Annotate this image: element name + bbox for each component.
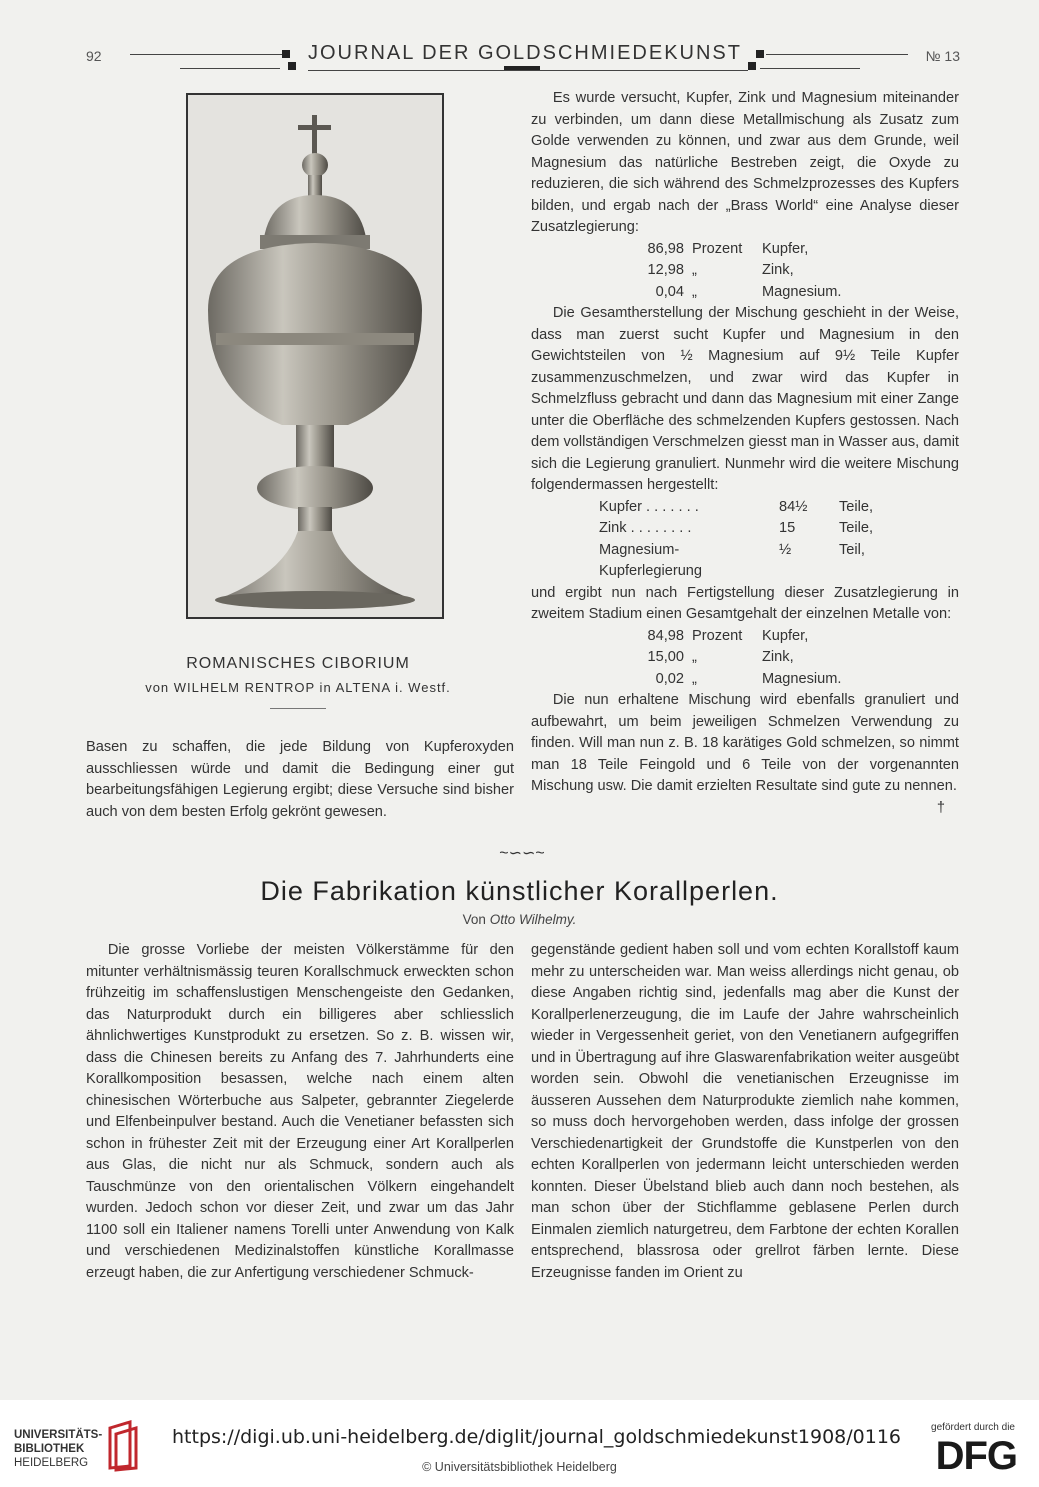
material: Zink, — [762, 262, 794, 278]
caption-divider — [270, 708, 326, 709]
library-name-line3: HEIDELBERG — [14, 1457, 89, 1469]
unit: Prozent — [692, 627, 743, 644]
mixture-row — [599, 540, 959, 583]
page-number: 92 — [86, 48, 102, 64]
unit: „ — [692, 283, 697, 300]
paragraph: gegenstände gedient haben soll und vom echten Korallstoff kaum mehr zu unterscheiden war. Man weiss allerdings nicht genau, ob diese Angaben richtig sind, jedenfalls mag aber die Kunst der Korallperlenerzeugung, die im Laufe der Jahre wahrscheinlich wieder in Vergessenheit geriet, von den Venetianern aufgegriffen und in Übertragung auf ihre Glaswarenfabrikation weiter ausgeübt worden sein. Obwohl die venetianischen Erzeugnisse im äusseren Aussehen dem Naturprodukte ziemlich nahe kommen, so muss doch hervorgehoben werden, dass infolge der grossen Verschiedenartigkeit der Grundstoffe die Kunstperlen von den echten Korallperlen von jedermann leicht unterschieden werden konnten. Dieser Übelstand blieb auch dann noch bestehen, als man schon über der Stichflamme geblasene Perlen durch Einmalen ziemlich naturgetreu, dem Farbtone der echten Korallen entsprechend, blassrosa oder grellrot färben lernte. Diese Erzeugnisse fanden im Orient zu — [531, 942, 959, 1281]
viewer-footer — [0, 1400, 1039, 1487]
permalink-url[interactable]: https://digi.ub.uni-heidelberg.de/diglit/journal_goldschmiedekunst1908/0116 — [172, 1426, 901, 1448]
funder-note: gefördert durch die — [931, 1422, 1015, 1433]
journal-title: JOURNAL DER GOLDSCHMIEDEKUNST — [308, 42, 742, 64]
value: 15,00 — [647, 649, 684, 665]
composition-row — [531, 282, 959, 304]
unit: „ — [692, 262, 697, 278]
running-header — [80, 38, 960, 78]
ciborium-photograph — [186, 93, 444, 619]
library-name-line2: BIBLIOTHEK — [14, 1443, 85, 1455]
section-ornament: ~∽∽~ — [499, 845, 545, 862]
author-name: Otto Wilhelmy. — [489, 912, 577, 927]
issue-number: № 13 — [925, 48, 960, 64]
composition-row — [531, 239, 959, 261]
mixture-row — [599, 518, 959, 540]
value: 0,02 — [655, 670, 684, 687]
composition-table-2 — [531, 626, 959, 691]
right-column-top — [531, 88, 959, 819]
ingredient: Zink . . . . . . . . — [599, 520, 692, 536]
paragraph: und ergibt nun nach Fertigstellung dieser Zusatzlegierung in zweitem Stadium einen Gesamtgehalt der einzelnen Metalle von: — [531, 584, 959, 622]
mixture-row — [599, 497, 959, 519]
header-ornament-left-2 — [288, 62, 296, 70]
unit: Teile, — [839, 498, 874, 515]
ingredient: Magnesium-Kupferlegierung — [599, 541, 703, 579]
header-rule-right-lower — [760, 68, 860, 69]
paragraph: Basen zu schaffen, die jede Bildung von Kupferoxyden ausschliessen würde und damit die Bedingung einer gut bearbeitungsfähigen Legierung ergibt; diese Versuche sind bisher auch von dem besten Erfolg gekrönt gewesen. — [86, 739, 514, 820]
article-title: Die Fabrikation künstlicher Korallperlen. — [260, 876, 779, 906]
figure-caption-credit: von WILHELM RENTROP in ALTENA i. Westf. — [145, 680, 451, 695]
mixture-table — [599, 497, 959, 583]
header-ornament-right — [756, 50, 764, 58]
paragraph — [531, 690, 959, 816]
composition-row — [531, 647, 959, 669]
article-byline — [0, 912, 1039, 927]
header-rule-left-lower — [180, 68, 280, 69]
unit: Teil, — [839, 541, 865, 558]
header-ornament-left — [282, 50, 290, 58]
composition-row — [531, 626, 959, 648]
unit: „ — [692, 649, 697, 665]
unit: Prozent — [692, 240, 743, 257]
header-rule-left — [130, 54, 288, 55]
unit: „ — [692, 670, 697, 687]
paragraph: Die Gesamtherstellung der Mischung geschieht in der Weise, dass man zuerst sucht Kupfer und Magnesium in den Gewichtsteilen von ½ Magnesium auf 9½ Teile Kupfer zusammenzuschmelzen, und zwar wird das Kupfer in Schmelzfluss gebracht und dann das Magnesium mit einer Zange unter die Oberfläche des schmelzenden Kupfers gestossen. Nach dem vollständigen Verschmelzen giesst man in Wasser aus, damit sich die Legierung granuliert. Nunmehr wird die weitere Mischung folgendermassen hergestellt: — [531, 305, 959, 493]
header-rule-right — [766, 54, 908, 55]
amount: ½ — [779, 541, 792, 558]
material: Kupfer, — [762, 240, 809, 257]
material: Zink, — [762, 649, 794, 665]
value: 84,98 — [647, 627, 684, 644]
paragraph: Die grosse Vorliebe der meisten Völkerstämme für den mitunter verhältnismässig teuren Korallschmuck erweckten schon frühzeitig im schaffenslustigen Menschengeiste den Gedanken, das Naturprodukt durch ein billigeres aber schliesslich ähnlichwertiges Kunstprodukt zu ersetzen. So z. B. wissen wir, dass die Chinesen bereits zu Anfang des 7. Jahrhunderts eine Korallkomposition besassen, welche nach einem alten chinesischen Wörterbuche aus Salpeter, gebrannter Ziegelerde und Elfenbeinpulver bestand. Auch die Venetianer befassten sich schon in frühester Zeit mit der Erzeugung einer Art Korallperlen aus Glas, die nicht nur als Schmuck, sondern auch als Tauschmünze von den orientalischen Völkern eingehandelt wurden. Jedoch schon vor dieser Zeit, und zwar um das Jahr 1100 soll ein Italiener namens Torelli unter Anwendung von Kalk und verschiedenen Medizinalstoffen künstliche Korallmasse erzeugt haben, die zur Anfertigung verschiedener Schmuck- — [86, 942, 514, 1281]
ingredient: Kupfer . . . . . . . — [599, 498, 699, 515]
material: Magnesium. — [762, 283, 842, 300]
composition-row — [531, 260, 959, 282]
value: 12,98 — [647, 262, 684, 278]
byline-prefix: Von — [462, 912, 486, 927]
material: Magnesium. — [762, 670, 842, 687]
article-left-column — [86, 940, 514, 1284]
unit: Teile, — [839, 520, 874, 536]
value: 86,98 — [647, 240, 684, 257]
article-right-column — [531, 940, 959, 1284]
amount: 15 — [779, 520, 796, 536]
header-underline — [308, 70, 748, 71]
amount: 84½ — [779, 498, 808, 515]
header-ornament-right-2 — [748, 62, 756, 70]
ciborium-illustration — [188, 95, 442, 617]
header-center-bar — [504, 66, 540, 70]
composition-table-1 — [531, 239, 959, 304]
paragraph-text: Die nun erhaltene Mischung wird ebenfalls granuliert und aufbewahrt, um beim jeweiligen Schmelzen Verwendung zu finden. Will man nun z. B. 18 karätiges Gold schmelzen, so nimmt man 18 Teile Feingold und 6 Teile von der vorgenannten Mischung usw. Die damit erzielten Resultate sind gute zu nennen. — [531, 692, 959, 794]
composition-row — [531, 669, 959, 691]
dfg-logo[interactable]: DFG — [935, 1434, 1017, 1478]
value: 0,04 — [655, 283, 684, 300]
material: Kupfer, — [762, 627, 809, 644]
dagger-mark: † — [936, 799, 945, 816]
left-column-top — [86, 737, 514, 823]
paragraph: Es wurde versucht, Kupfer, Zink und Magnesium miteinander zu verbinden, um dann diese Metallmischung als Zusatz zum Golde verwenden zu können, und zwar aus dem Grunde, weil Magnesium das natürliche Bestreben zeigt, die Oxyde zu reduzieren, die sich während des Schmelzprozesses des Kupfers bilden, und ergab nach der „Brass World“ eine Analyse dieser Zusatzlegierung: — [531, 90, 959, 235]
figure-caption-title: ROMANISCHES CIBORIUM — [186, 655, 410, 672]
copyright-notice: © Universitätsbibliothek Heidelberg — [422, 1460, 617, 1474]
library-name-line1: UNIVERSITÄTS- — [14, 1429, 103, 1441]
